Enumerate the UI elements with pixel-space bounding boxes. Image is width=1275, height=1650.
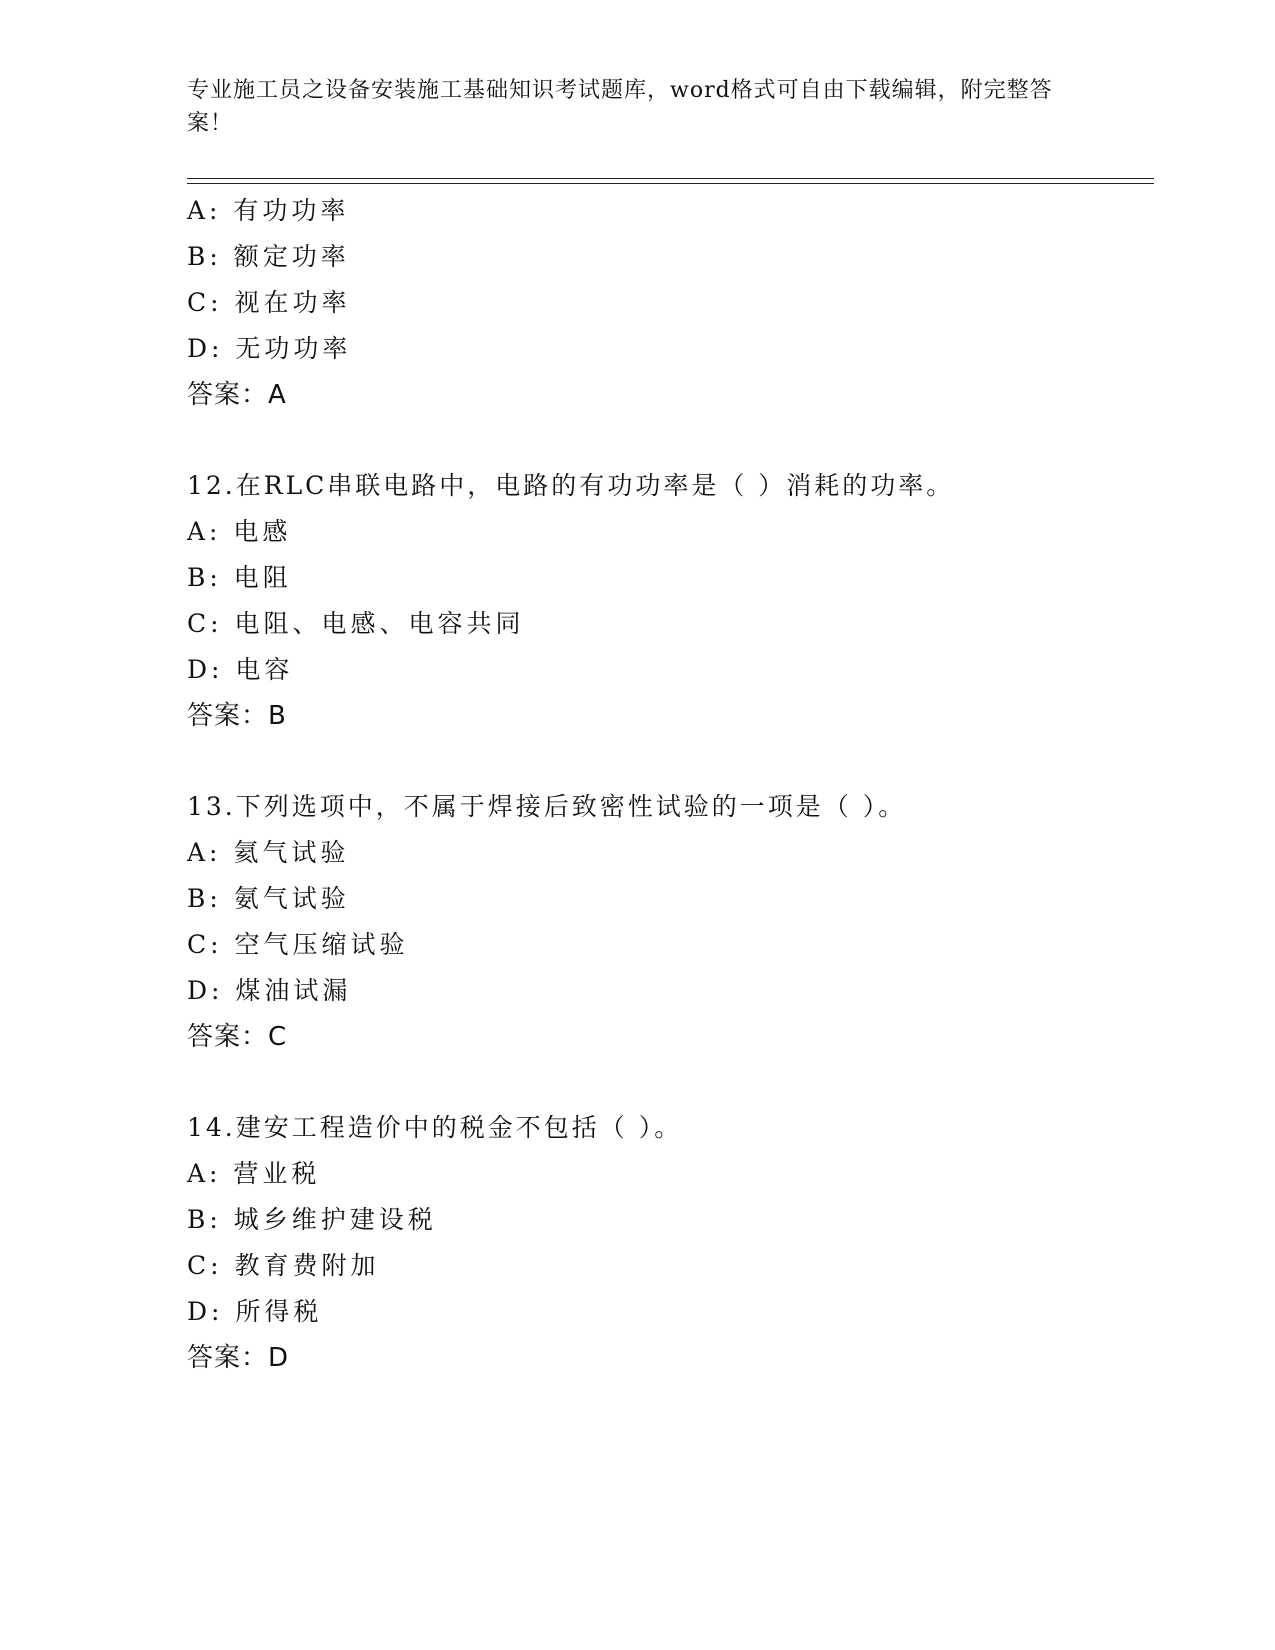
option-a: A: 电感 xyxy=(187,517,292,546)
answer-line: 答案：A xyxy=(187,380,287,410)
question-block-12 xyxy=(187,463,1147,739)
answer-line: 答案：B xyxy=(187,701,287,731)
header-divider xyxy=(187,178,1154,179)
option-b: B: 额定功率 xyxy=(187,242,350,271)
question-text: 13.下列选项中，不属于焊接后致密性试验的一项是（ ）。 xyxy=(187,792,907,821)
question-text: 14.建安工程造价中的税金不包括（ ）。 xyxy=(187,1113,683,1142)
question-text: 12.在RLC串联电路中，电路的有功功率是（ ）消耗的功率。 xyxy=(187,471,955,500)
option-c: C: 视在功率 xyxy=(187,288,351,317)
option-d: D: 所得税 xyxy=(187,1297,323,1326)
option-a: A: 氦气试验 xyxy=(187,838,350,867)
option-a: A: 营业税 xyxy=(187,1159,321,1188)
question-block-13 xyxy=(187,784,1147,1060)
document-body xyxy=(187,188,1147,1381)
header-divider-secondary xyxy=(187,183,1154,184)
option-b: B: 电阻 xyxy=(187,563,292,592)
question-block-14 xyxy=(187,1105,1147,1381)
block-spacer xyxy=(187,1060,1147,1105)
answer-line: 答案：D xyxy=(187,1343,290,1373)
option-b: B: 城乡维护建设税 xyxy=(187,1205,437,1234)
option-d: D: 电容 xyxy=(187,655,294,684)
option-c: C: 电阻、电感、电容共同 xyxy=(187,609,525,638)
block-spacer xyxy=(187,739,1147,784)
option-b: B: 氨气试验 xyxy=(187,884,350,913)
option-c: C: 教育费附加 xyxy=(187,1251,380,1280)
option-d: D: 无功功率 xyxy=(187,334,352,363)
block-spacer xyxy=(187,418,1147,463)
option-d: D: 煤油试漏 xyxy=(187,976,352,1005)
answer-line: 答案：C xyxy=(187,1022,288,1052)
question-block-11 xyxy=(187,188,1147,418)
option-a: A: 有功功率 xyxy=(187,196,350,225)
option-c: C: 空气压缩试验 xyxy=(187,930,409,959)
document-header: 专业施工员之设备安装施工基础知识考试题库，word格式可自由下载编辑，附完整答案！ xyxy=(187,78,1053,136)
